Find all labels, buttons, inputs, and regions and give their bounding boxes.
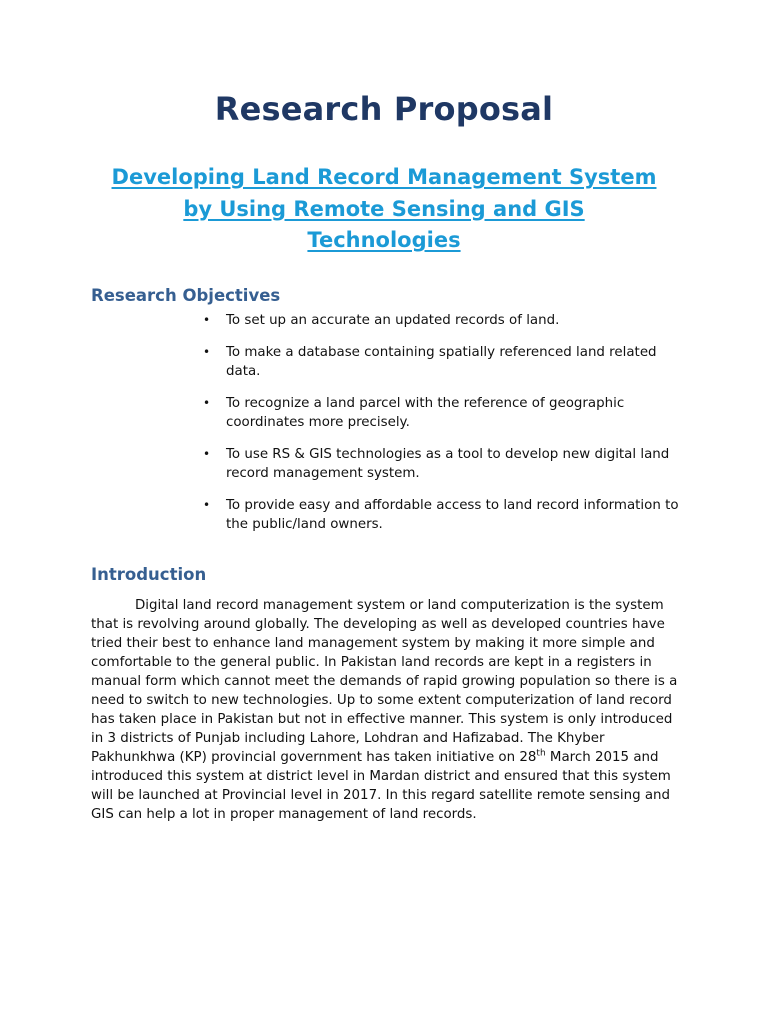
introduction-text-part1: Digital land record management system or land computerization is the system that is revolving around globally. The developing as well as developed countries have tried their best to enhance land management system by making it more simple and comfortable to the general public. In Pakistan land records are kept in a registers in manual form which cannot meet the demands of rapid growing population so there is a need to switch to new technologies. Up to some extent computerization of land record has taken place in Pakistan but not in effective manner. This system is only introduced in 3 districts of Punjab including Lahore, Lohdran and Hafizabad. The Khyber Pakhunkhwa (KP) provincial government has taken initiative on 28 (91, 598, 678, 765)
bullet-icon: • (203, 345, 211, 359)
objective-text: To set up an accurate an updated records of land. (226, 313, 560, 328)
objective-item (203, 311, 683, 330)
bullet-icon: • (203, 498, 211, 512)
bullet-icon: • (203, 396, 211, 410)
objective-item (203, 496, 683, 534)
objective-text: To recognize a land parcel with the reference of geographic coordinates more precisely. (226, 396, 625, 430)
objective-text: To provide easy and affordable access to land record information to the public/land owners. (226, 498, 679, 532)
objective-text: To make a database containing spatially referenced land related data. (226, 345, 657, 379)
objective-item (203, 394, 683, 432)
subtitle-line-2: by Using Remote Sensing and GIS (183, 196, 585, 221)
document-title: Research Proposal (214, 90, 554, 128)
objectives-list (203, 311, 683, 547)
bullet-icon: • (203, 313, 211, 327)
subtitle-line-3: Technologies (307, 228, 461, 252)
ordinal-superscript: th (536, 748, 546, 759)
introduction-paragraph (91, 596, 681, 824)
research-objectives-heading: Research Objectives (91, 286, 281, 305)
introduction-heading: Introduction (91, 565, 207, 584)
document-subtitle (80, 162, 688, 257)
objective-text: To use RS & GIS technologies as a tool to develop new digital land record management system. (226, 447, 670, 481)
introduction-text-part2: March 2015 and introduced this system at district level in Mardan district and ensured that this system will be launched at Provincial level in 2017. In this regard satellite remote sensing and GIS can help a lot in proper management of land records. (91, 750, 671, 822)
subtitle-line-1: Developing Land Record Management System (111, 165, 657, 189)
objective-item (203, 343, 683, 381)
objective-item (203, 445, 683, 483)
bullet-icon: • (203, 447, 211, 461)
